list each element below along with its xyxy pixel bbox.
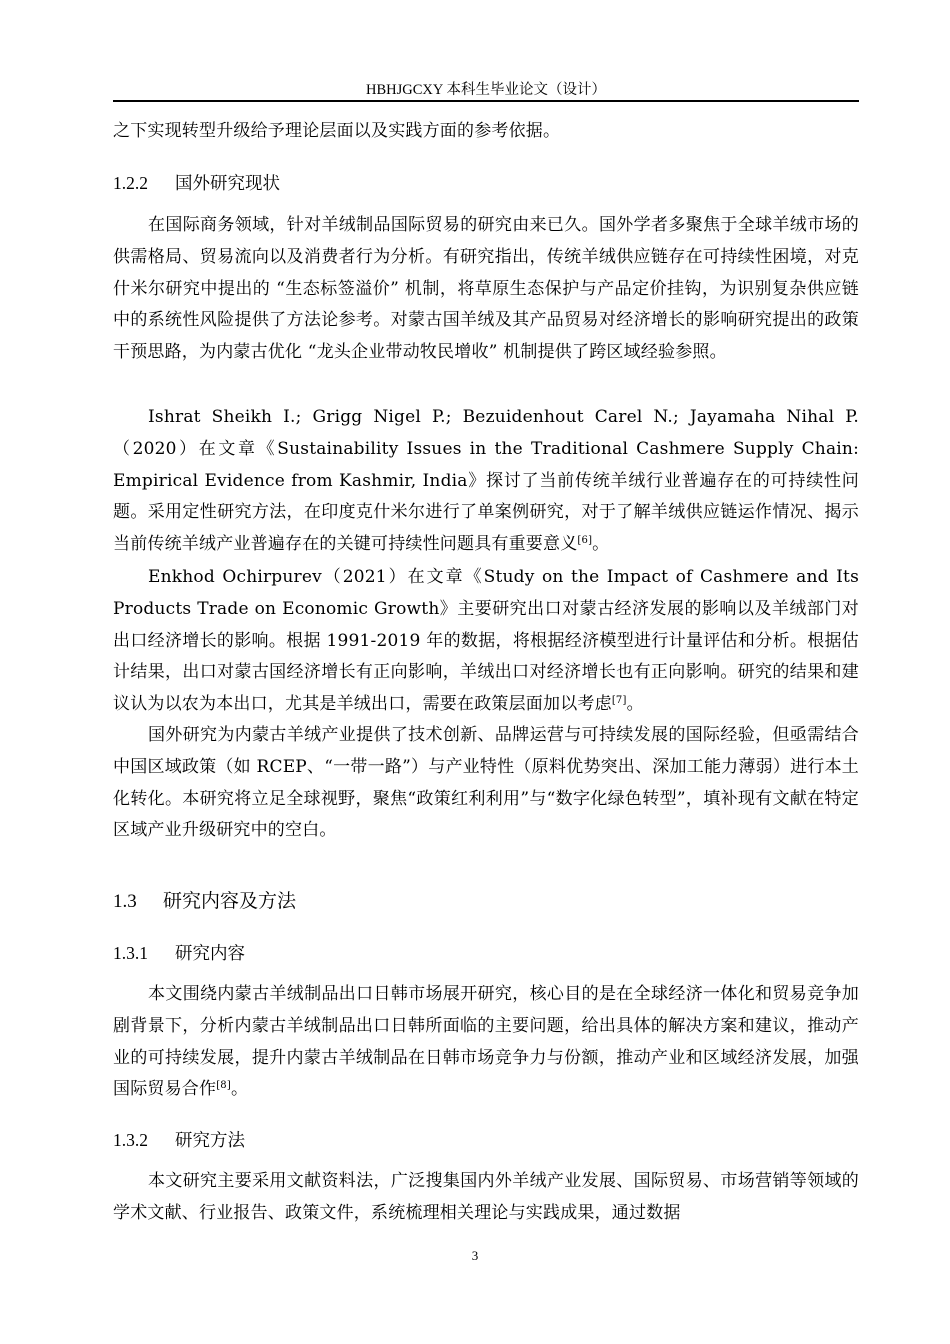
paragraph: 在国际商务领域，针对羊绒制品国际贸易的研究由来已久。国外学者多聚焦于全球羊绒市场的供需格局、贸易流向以及消费者行为分析。有研究指出，传统羊绒供应链存在可持续性困境，对克什米尔研究中提出的 “生态标签溢价” 机制，将草原生态保护与产品定价挂钩，为识别复杂供应链中的系统性风险提供了方法论参考。对蒙古国羊绒及其产品贸易对经济增长的影响研究提出的政策干预思路，为内蒙古优化 “龙头企业带动牧民增收” 机制提供了跨区域经验参照。 [113, 215, 859, 363]
paragraph: 国外研究为内蒙古羊绒产业提供了技术创新、品牌运营与可持续发展的国际经验，但亟需结合中国区域政策（如 RCEP、“一带一路”）与产业特性（原料优势突出、深加工能力薄弱）进行本土化转化。本研究将立足全球视野，聚焦“政策红利利用”与“数字化绿色转型”，填补现有文献在特定区域产业升级研究中的空白。 [113, 725, 859, 841]
section-title: 研究方法 [175, 1131, 245, 1151]
section-number: 1.2.2 [113, 173, 148, 193]
page-header: HBHJGCXY 本科生毕业论文（设计） [366, 82, 606, 98]
paragraph-end: 。 [626, 694, 644, 715]
paragraph-text: Ishrat Sheikh I.; Grigg Nigel P.; Bezuidenhout Carel N.; Jayamaha Nihal P.（2020）在文章《Sustainability Issues in the Traditional Cashmere Supply Chain: Empirical Evidence from Kashmir, India》探讨了当前传统羊绒行业普遍存在的可持续性问题。采用定性研究方法，在印度克什米尔进行了单案例研究，对于了解羊绒供应链运作情况、揭示当前传统羊绒产业普遍存在的关键可持续性问题具有重要意义 [113, 407, 859, 555]
section-title: 研究内容及方法 [163, 890, 297, 912]
citation-ref: [8] [216, 1080, 231, 1092]
section-heading-1-2-2 [113, 170, 280, 195]
header-rule [113, 100, 859, 102]
section-heading-1-3-1 [113, 940, 245, 965]
section-number: 1.3.2 [113, 1130, 148, 1150]
section-heading-1-3-2 [113, 1127, 245, 1152]
section-title: 国外研究现状 [175, 174, 280, 194]
citation-ref: [6] [577, 535, 593, 547]
paragraph [113, 979, 859, 1106]
intro-line: 之下实现转型升级给予理论层面以及实践方面的参考依据。 [113, 121, 561, 141]
section-title: 研究内容 [175, 944, 245, 964]
paragraph [113, 562, 859, 721]
section-number: 1.3 [113, 891, 137, 912]
section-heading-1-3 [113, 886, 296, 913]
page-number: 3 [471, 1248, 479, 1263]
paragraph-end: 。 [592, 534, 610, 555]
citation-ref: [7] [611, 695, 627, 707]
paragraph [113, 402, 859, 561]
paragraph: 本文研究主要采用文献资料法，广泛搜集国内外羊绒产业发展、国际贸易、市场营销等领域的学术文献、行业报告、政策文件，系统梳理相关理论与实践成果，通过数据 [113, 1171, 859, 1223]
paragraph-end: 。 [230, 1079, 249, 1100]
paragraph-text: 本文围绕内蒙古羊绒制品出口日韩市场展开研究，核心目的是在全球经济一体化和贸易竞争加剧背景下，分析内蒙古羊绒制品出口日韩所面临的主要问题，给出具体的解决方案和建议，推动产业的可持续发展，提升内蒙古羊绒制品在日韩市场竞争力与份额，推动产业和区域经济发展，加强国际贸易合作 [113, 984, 859, 1100]
paragraph-text: Enkhod Ochirpurev（2021）在文章《Study on the Impact of Cashmere and Its Products Trade on Economic Growth》主要研究出口对蒙古经济发展的影响以及羊绒部门对出口经济增长的影响。根据 1991-2019 年的数据，将根据经济模型进行计量评估和分析。根据估计结果，出口对蒙古国经济增长有正向影响，羊绒出口对经济增长也有正向影响。研究的结果和建议认为以农为本出口，尤其是羊绒出口，需要在政策层面加以考虑 [113, 567, 859, 715]
section-number: 1.3.1 [113, 943, 148, 963]
